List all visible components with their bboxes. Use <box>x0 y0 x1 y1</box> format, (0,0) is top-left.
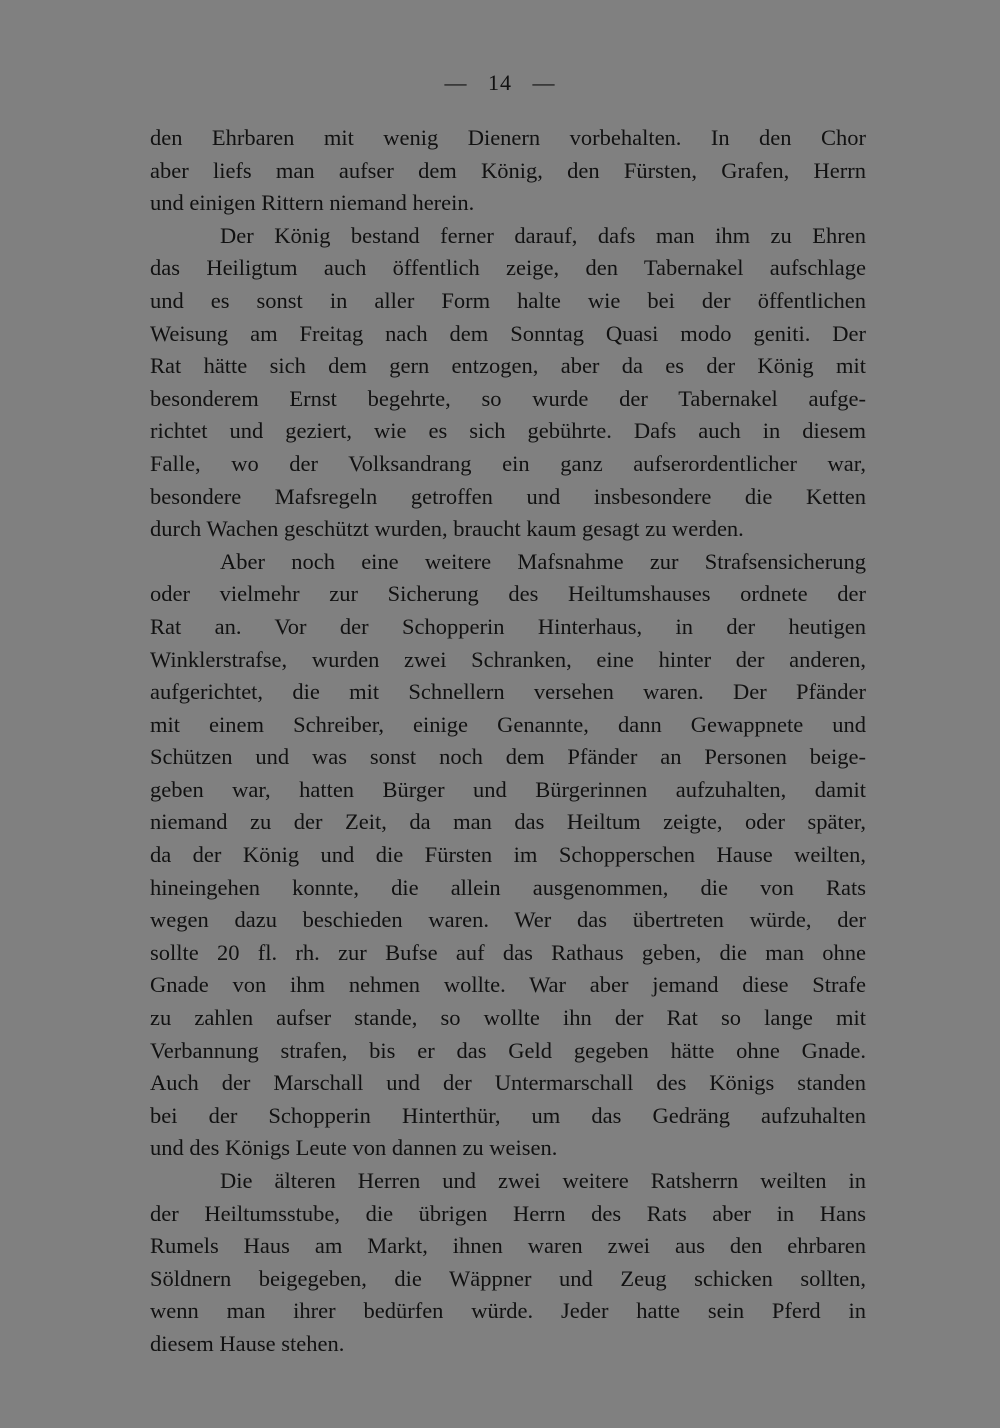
page-number: — 14 — <box>444 70 556 95</box>
text-line: das Heiligtum auch öffentlich zeige, den Tabernakel aufschlage <box>150 255 866 281</box>
text-line: besonderem Ernst begehrte, so wurde der Tabernakel aufge- <box>150 385 866 411</box>
text-line: Söldnern beigegeben, die Wäppner und Zeug schicken sollten, <box>150 1265 866 1291</box>
text-line: Winklerstrafse, wurden zwei Schranken, eine hinter der anderen, <box>150 646 866 672</box>
text-line: mit einem Schreiber, einige Genannte, dann Gewappnete und <box>150 711 866 737</box>
text-line: den Ehrbaren mit wenig Dienern vorbehalten. In den Chor <box>150 125 866 150</box>
text-line: Schützen und was sonst noch dem Pfänder an Personen beige- <box>150 744 866 770</box>
text-line: geben war, hatten Bürger und Bürgerinnen aufzuhalten, damit <box>150 776 866 802</box>
text-line: hineingehen konnte, die allein ausgenommen, die von Rats <box>150 874 866 900</box>
text-line: Rat hätte sich dem gern entzogen, aber da es der König mit <box>150 353 866 379</box>
text-line: wegen dazu beschieden waren. Wer das übertreten würde, der <box>150 907 866 933</box>
text-line: aufgerichtet, die mit Schnellern versehen waren. Der Pfänder <box>150 679 866 705</box>
text-line: zu zahlen aufser stande, so wollte ihn der Rat so lange mit <box>150 1005 866 1031</box>
text-line: niemand zu der Zeit, da man das Heiltum zeigte, oder später, <box>150 809 866 835</box>
text-line: Der König bestand ferner darauf, dafs man ihm zu Ehren <box>220 222 866 248</box>
text-line: und einigen Rittern niemand herein. <box>150 190 475 216</box>
text-line: durch Wachen geschützt wurden, braucht kaum gesagt zu werden. <box>150 516 744 542</box>
text-line: Verbannung strafen, bis er das Geld gegeben hätte ohne Gnade. <box>150 1037 866 1063</box>
text-line: Rumels Haus am Markt, ihnen waren zwei aus den ehrbaren <box>150 1233 866 1259</box>
text-line: richtet und geziert, wie es sich gebührte. Dafs auch in diesem <box>150 418 866 444</box>
body-text <box>150 122 866 1361</box>
text-line: Die älteren Herren und zwei weitere Ratsherrn weilten in <box>220 1168 866 1193</box>
text-line: aber liefs man aufser dem König, den Fürsten, Grafen, Herrn <box>150 157 866 183</box>
text-line: oder vielmehr zur Sicherung des Heiltumshauses ordnete der <box>150 581 866 607</box>
text-line: Rat an. Vor der Schopperin Hinterhaus, in der heutigen <box>150 613 866 639</box>
text-line: diesem Hause stehen. <box>150 1330 345 1356</box>
text-line: der Heiltumsstube, die übrigen Herrn des Rats aber in Hans <box>150 1200 866 1226</box>
text-line: und des Königs Leute von dannen zu weisen. <box>150 1135 558 1161</box>
text-line: wenn man ihrer bedürfen würde. Jeder hatte sein Pferd in <box>150 1298 866 1324</box>
text-line: da der König und die Fürsten im Schopperschen Hause weilten, <box>150 842 866 868</box>
text-line: Gnade von ihm nehmen wollte. War aber jemand diese Strafe <box>150 972 866 998</box>
text-line: Falle, wo der Volksandrang ein ganz aufserordentlicher war, <box>150 450 866 476</box>
text-line: sollte 20 fl. rh. zur Bufse auf das Rathaus geben, die man ohne <box>150 939 866 965</box>
text-line: bei der Schopperin Hinterthür, um das Gedräng aufzuhalten <box>150 1102 866 1128</box>
text-line: Weisung am Freitag nach dem Sonntag Quasi modo geniti. Der <box>150 320 866 346</box>
text-line: besondere Mafsregeln getroffen und insbesondere die Ketten <box>150 483 866 509</box>
text-line: und es sonst in aller Form halte wie bei der öffentlichen <box>150 287 866 313</box>
text-line: Auch der Marschall und der Untermarschall des Königs standen <box>150 1070 866 1096</box>
text-line: Aber noch eine weitere Mafsnahme zur Strafsensicherung <box>220 548 866 574</box>
